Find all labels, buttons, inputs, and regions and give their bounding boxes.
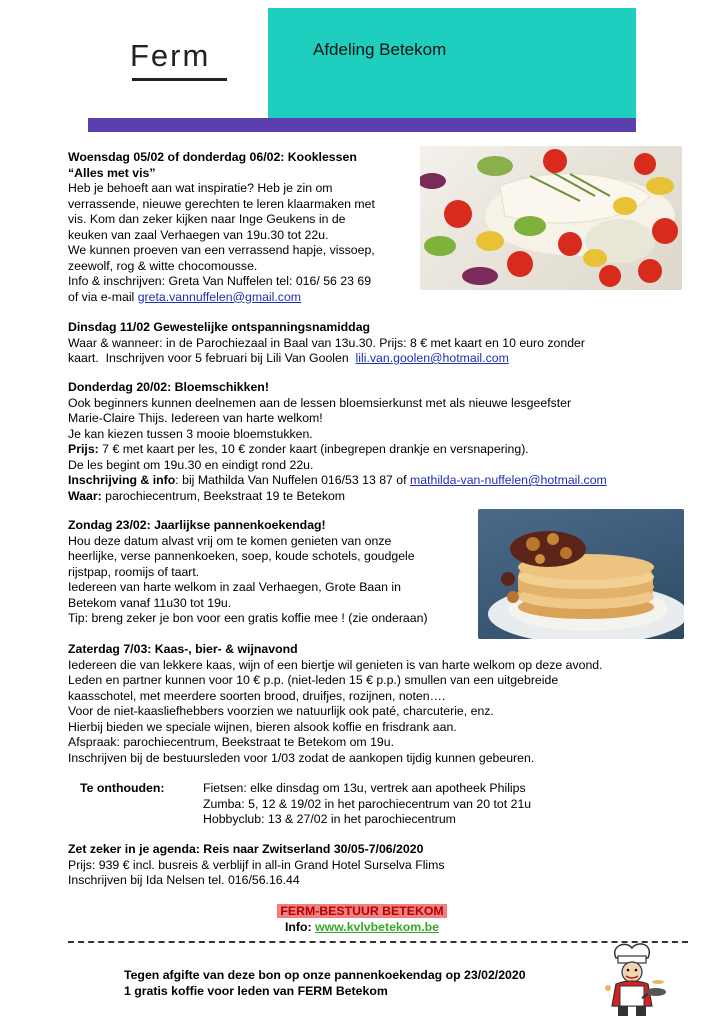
- event-reis: [68, 842, 445, 889]
- event-text: vis. Kom dan zeker kijken naar Inge Geukens in de: [68, 212, 346, 226]
- prijs-label: Prijs:: [68, 442, 99, 456]
- event-text: Heb je behoeft aan wat inspiratie? Heb je zin om: [68, 181, 333, 195]
- coupon-text: 1 gratis koffie voor leden van FERM Betekom: [124, 983, 388, 998]
- event-ontspanning: [68, 320, 585, 367]
- event-text: Voor de niet-kaasliefhebbers voorzien we natuurlijk ook paté, charcuterie, enz.: [68, 704, 494, 718]
- event-text: [68, 351, 585, 367]
- event-text: rijstpap, roomijs of taart.: [68, 564, 200, 579]
- event-text: [68, 489, 607, 505]
- onthouden-list: [203, 781, 531, 828]
- header-accent-bar: [88, 118, 636, 132]
- prijs-text: 7 € met kaart per les, 10 € zonder kaart (inbegrepen drankje en versnapering).: [98, 442, 529, 456]
- event-text: Inschrijven bij Ida Nelsen tel. 016/56.16.44: [68, 873, 300, 887]
- ferm-logo: Ferm: [130, 38, 211, 73]
- fish-dish-photo: [420, 146, 682, 290]
- event-title: Woensdag 05/02 of donderdag 06/02: Kooklessen: [68, 150, 357, 164]
- event-text: Tip: breng zeker je bon voor een gratis koffie mee ! (zie onderaan): [68, 611, 428, 625]
- event-text: kaasschotel, met meerdere soorten brood, druifjes, rozijnen, noten….: [68, 688, 446, 703]
- pancake-photo: [478, 509, 684, 639]
- coupon-text: Tegen afgifte van deze bon op onze pannenkoekendag op 23/02/2020: [124, 968, 526, 982]
- event-text: Prijs: 939 € incl. busreis & verblijf in all-in Grand Hotel Surselva Flims: [68, 857, 445, 872]
- event-text: Afspraak: parochiecentrum, Beekstraat te Betekom om 19u.: [68, 735, 395, 749]
- event-bloemschikken: [68, 380, 607, 504]
- list-item: Zumba: 5, 12 & 19/02 in het parochiecentrum van 20 tot 21u: [203, 796, 532, 811]
- event-text: Hou deze datum alvast vrij om te komen genieten van onze: [68, 533, 392, 548]
- event-title: Zaterdag 7/03: Kaas-, bier- & wijnavond: [68, 642, 298, 656]
- website-link[interactable]: www.kvlvbetekom.be: [315, 920, 439, 934]
- event-text: Ook beginners kunnen deelnemen aan de lessen bloemsierkunst met als nieuwe lesgeefster: [68, 395, 572, 410]
- info-prefix: Info:: [285, 920, 316, 934]
- logo-underline: [132, 78, 227, 81]
- header-banner: [268, 8, 636, 118]
- page-title: Afdeling Betekom: [313, 40, 447, 59]
- event-text: heerlijke, verse pannenkoeken, soep, koude schotels, goudgele: [68, 549, 415, 563]
- onthouden-label: Te onthouden:: [80, 781, 165, 795]
- coupon-cut-line: [68, 941, 688, 943]
- event-pannenkoekendag: [68, 518, 428, 627]
- event-text: Marie-Claire Thijs. Iedereen van harte welkom!: [68, 411, 323, 425]
- event-kaasavond: [68, 642, 603, 766]
- waar-text: parochiecentrum, Beekstraat 19 te Betekom: [101, 488, 346, 503]
- info-text: : bij Mathilda Van Nuffelen 016/53 13 87 of: [175, 473, 410, 487]
- email-link[interactable]: lili.van.goolen@hotmail.com: [355, 351, 509, 365]
- event-text: Leden en partner kunnen voor 10 € p.p. (niet-leden 15 € p.p.) smullen van een uitgebreide: [68, 673, 559, 687]
- list-item: Fietsen: elke dinsdag om 13u, vertrek aan apotheek Philips: [203, 781, 526, 795]
- event-text: verrassende, nieuwe gerechten te leren klaarmaken met: [68, 196, 375, 211]
- event-text: zeewolf, rog & witte chocomousse.: [68, 258, 258, 273]
- email-link[interactable]: greta.vannuffelen@gmail.com: [137, 289, 302, 304]
- chef-cartoon-icon: [598, 940, 668, 1020]
- event-text: Hierbij bieden we speciale wijnen, bieren alsook koffie en frisdrank aan.: [68, 719, 457, 734]
- bestuur-title: [0, 904, 724, 918]
- event-subtitle: “Alles met vis”: [68, 165, 156, 180]
- event-text: [68, 290, 375, 306]
- event-text: [68, 473, 607, 489]
- email-link[interactable]: mathilda-van-nuffelen@hotmail.com: [409, 473, 607, 487]
- event-text: Je kan kiezen tussen 3 mooie bloemstukken.: [68, 426, 313, 441]
- event-title: Dinsdag 11/02 Gewestelijke ontspanningsnamiddag: [68, 320, 371, 334]
- event-text: Info & inschrijven: Greta Van Nuffelen tel: 016/ 56 23 69: [68, 274, 372, 288]
- event-text: Waar & wanneer: in de Parochiezaal in Baal van 13u.30. Prijs: 8 € met kaart en 10 euro zonder: [68, 335, 585, 350]
- event-text: De les begint om 19u.30 en eindigt rond 22u.: [68, 457, 314, 472]
- event-text: keuken van zaal Verhaegen van 19u.30 tot 22u.: [68, 227, 329, 242]
- event-text: [68, 442, 607, 458]
- email-prefix: of via e-mail: [68, 289, 138, 304]
- coffee-coupon: [124, 968, 526, 999]
- event-text-prefix: kaart. Inschrijven voor 5 februari bij Lili Van Goolen: [68, 351, 356, 365]
- event-text: Iedereen van harte welkom in zaal Verhaegen, Grote Baan in: [68, 580, 401, 594]
- event-text: Inschrijven bij de bestuursleden voor 1/03 zodat de aankopen tijdig kunnen gebeuren.: [68, 750, 535, 765]
- footer-info: [0, 920, 724, 934]
- list-item: Hobbyclub: 13 & 27/02 in het parochiecentrum: [203, 812, 456, 826]
- event-text: We kunnen proeven van een verrassend hapje, vissoep,: [68, 243, 375, 257]
- event-title: Zet zeker in je agenda: Reis naar Zwitserland 30/05-7/06/2020: [68, 842, 424, 856]
- event-text: Betekom vanaf 11u30 tot 19u.: [68, 595, 232, 610]
- event-title: Donderdag 20/02: Bloemschikken!: [68, 380, 269, 394]
- waar-label: Waar:: [68, 488, 102, 503]
- info-label: Inschrijving & info: [68, 473, 176, 487]
- bestuur-badge: FERM-BESTUUR BETEKOM: [277, 904, 446, 918]
- event-title: Zondag 23/02: Jaarlijkse pannenkoekendag!: [68, 518, 326, 532]
- event-kooklessen: [68, 150, 375, 305]
- event-text: Iedereen die van lekkere kaas, wijn of een biertje wil genieten is van harte welkom op deze avond.: [68, 657, 603, 672]
